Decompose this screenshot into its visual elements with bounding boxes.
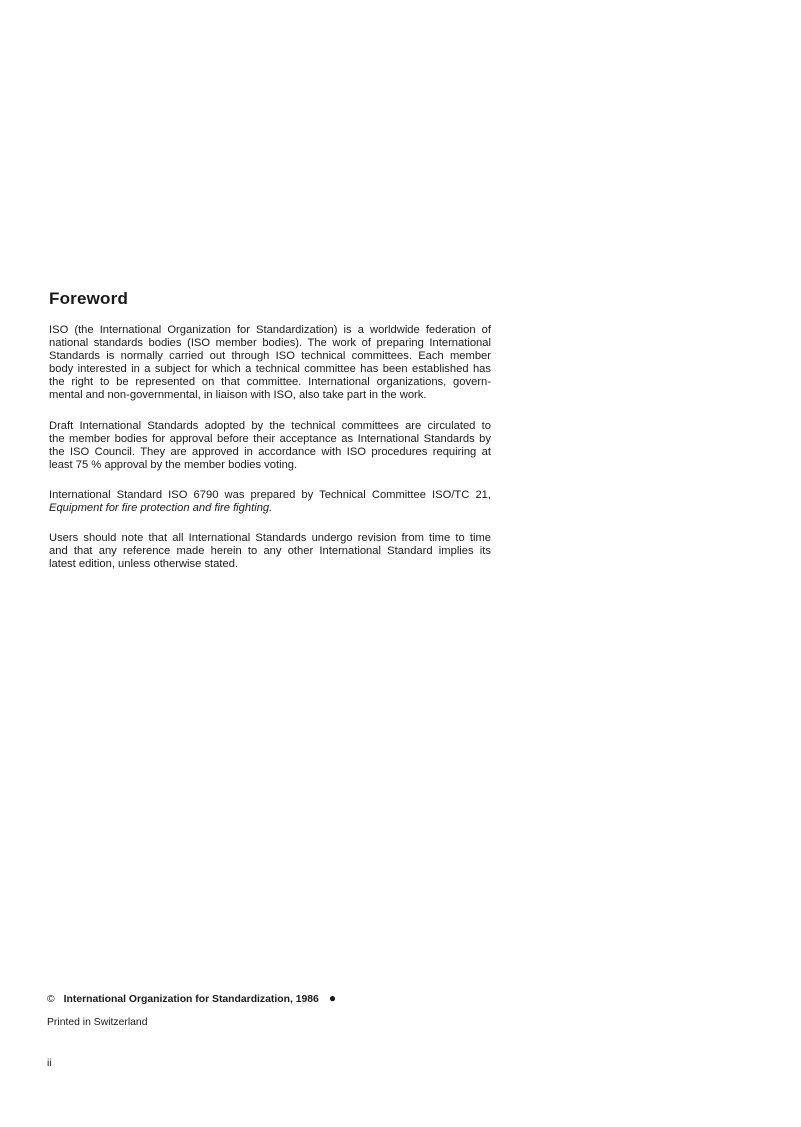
text-line: Standards is normally carried out through ISO technical committees. Each member [49,350,491,363]
paragraph-standard-prepared [49,489,491,515]
text-line: and that any reference made herein to any other International Standard implies its [49,545,491,558]
copyright-notice [47,991,336,1005]
paragraph-iso-federation [49,324,491,403]
text-line: Users should note that all International Standards undergo revision from time to time [49,532,491,545]
text-line: latest edition, unless otherwise stated. [49,558,239,571]
text-line: national standards bodies (ISO member bodies). The work of preparing International [49,337,491,350]
paragraph-draft-standards [49,420,491,472]
copyright-symbol: © [47,994,55,1005]
bullet-icon: ● [328,991,337,1005]
text-line: Draft International Standards adopted by the technical committees are circulated to [49,419,491,432]
text-line-italic [49,502,491,515]
text-line: the right to be represented on that committee. International organizations, govern- [49,376,491,389]
text-line: the ISO Council. They are approved in accordance with ISO procedures requiring at [49,445,491,458]
page-number: ii [47,1058,52,1069]
text-line: International Standard ISO 6790 was prepared by Technical Committee ISO/TC 21, [49,488,491,501]
text-line: the member bodies for approval before their acceptance as International Standards by [49,432,491,445]
text-line: body interested in a subject for which a technical committee has been established has [49,363,491,376]
printed-location: Printed in Switzerland [47,1017,148,1028]
text-line: least 75 % approval by the member bodies voting. [49,458,298,471]
text-line: ISO (the International Organization for Standardization) is a worldwide federation of [49,324,491,336]
foreword-heading: Foreword [49,289,129,308]
text-line: mental and non-governmental, in liaison with ISO, also take part in the work. [49,389,427,402]
paragraph-revision-note [49,532,491,571]
foreword-body [49,324,491,583]
committee-title: Equipment for fire protection and fire fighting. [49,502,273,515]
copyright-text: International Organization for Standardization, 1986 [63,994,319,1005]
